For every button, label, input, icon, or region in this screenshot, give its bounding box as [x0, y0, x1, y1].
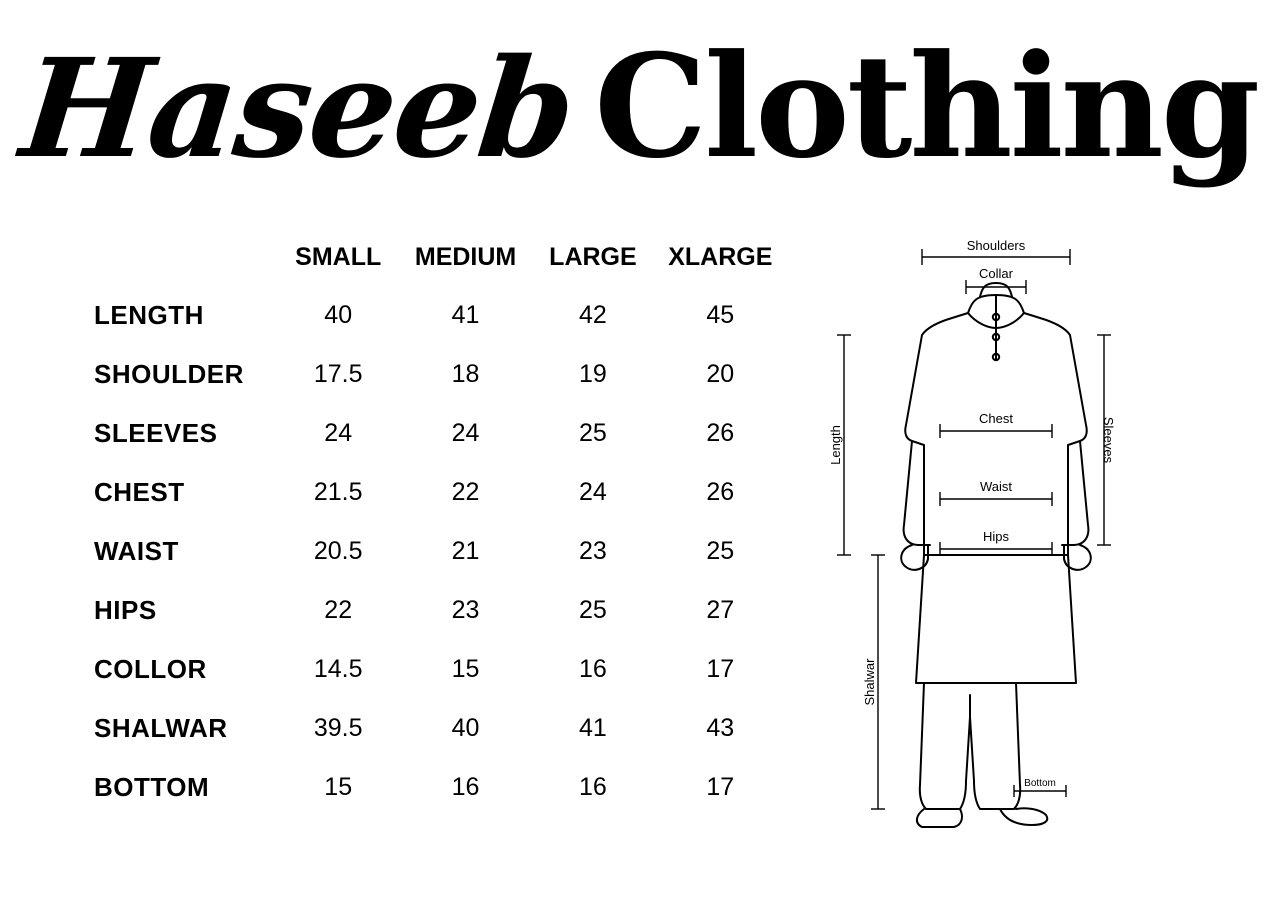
label-bottom: Bottom [1024, 778, 1056, 789]
table-header-row [84, 228, 784, 286]
cell-shoulder-medium: 18 [451, 360, 480, 388]
cell-length-xlarge: 45 [706, 301, 735, 329]
table-corner-cell [84, 228, 275, 286]
cell-collor-medium: 15 [451, 655, 480, 683]
label-sleeves: Sleeves [1101, 416, 1116, 464]
table-row [84, 522, 784, 581]
label-collar: Collar [979, 266, 1013, 281]
row-label-hips: HIPS [94, 595, 157, 625]
cell-chest-medium: 22 [451, 478, 480, 506]
column-header-large: LARGE [549, 242, 637, 271]
label-shoulders: Shoulders [966, 238, 1026, 253]
cell-length-large: 42 [579, 301, 607, 329]
cell-hips-xlarge: 27 [706, 596, 735, 624]
cell-bottom-medium: 16 [451, 773, 480, 801]
cell-shalwar-medium: 40 [451, 714, 480, 742]
cell-shalwar-xlarge: 43 [706, 714, 735, 742]
cell-collor-xlarge: 17 [706, 655, 735, 683]
measurement-diagram [800, 225, 1190, 845]
size-chart-table [84, 228, 784, 817]
size-chart-body [84, 286, 784, 817]
table-row [84, 640, 784, 699]
cell-hips-small: 22 [324, 596, 353, 624]
label-chest: Chest [979, 411, 1013, 426]
table-row [84, 699, 784, 758]
cell-shalwar-small: 39.5 [313, 714, 363, 742]
table-row [84, 758, 784, 817]
cell-collor-large: 16 [579, 655, 607, 683]
label-waist: Waist [979, 479, 1013, 494]
cell-hips-large: 25 [579, 596, 607, 624]
table-row [84, 345, 784, 404]
row-label-shalwar: SHALWAR [94, 713, 228, 743]
table-row [84, 286, 784, 345]
row-label-collor: COLLOR [94, 654, 207, 684]
brand-name-script: Haseeb [14, 29, 581, 189]
cell-waist-xlarge: 25 [706, 537, 735, 565]
cell-hips-medium: 23 [451, 596, 480, 624]
cell-bottom-xlarge: 17 [706, 773, 735, 801]
cell-bottom-small: 15 [324, 773, 353, 801]
brand-name-bold: Clothing [594, 24, 1258, 190]
label-length: Length [828, 425, 843, 465]
row-label-shoulder: SHOULDER [94, 359, 244, 389]
row-label-chest: CHEST [94, 477, 185, 507]
cell-waist-large: 23 [579, 537, 607, 565]
column-header-medium: MEDIUM [414, 242, 517, 271]
cell-length-medium: 41 [451, 301, 480, 329]
cell-collor-small: 14.5 [313, 655, 363, 683]
cell-length-small: 40 [324, 301, 353, 329]
row-label-sleeves: SLEEVES [94, 418, 218, 448]
table-row [84, 463, 784, 522]
brand-header [0, 24, 1280, 190]
row-label-length: LENGTH [94, 300, 204, 330]
cell-shoulder-small: 17.5 [313, 360, 363, 388]
cell-sleeves-large: 25 [579, 419, 607, 447]
column-header-small: SMALL [295, 242, 382, 271]
table-row [84, 581, 784, 640]
cell-sleeves-small: 24 [324, 419, 353, 447]
row-label-bottom: BOTTOM [94, 772, 210, 802]
cell-bottom-large: 16 [579, 773, 607, 801]
cell-sleeves-xlarge: 26 [706, 419, 735, 447]
cell-shalwar-large: 41 [579, 714, 607, 742]
cell-chest-large: 24 [579, 478, 607, 506]
cell-chest-small: 21.5 [313, 478, 363, 506]
table-row [84, 404, 784, 463]
cell-shoulder-xlarge: 20 [706, 360, 735, 388]
label-shalwar: Shalwar [862, 658, 877, 706]
cell-sleeves-medium: 24 [451, 419, 480, 447]
label-hips: Hips [982, 529, 1010, 544]
cell-chest-xlarge: 26 [706, 478, 735, 506]
cell-waist-small: 20.5 [313, 537, 363, 565]
row-label-waist: WAIST [94, 536, 179, 566]
cell-waist-medium: 21 [451, 537, 480, 565]
cell-shoulder-large: 19 [579, 360, 607, 388]
size-chart-header [84, 228, 784, 286]
column-header-xlarge: XLARGE [668, 242, 773, 271]
